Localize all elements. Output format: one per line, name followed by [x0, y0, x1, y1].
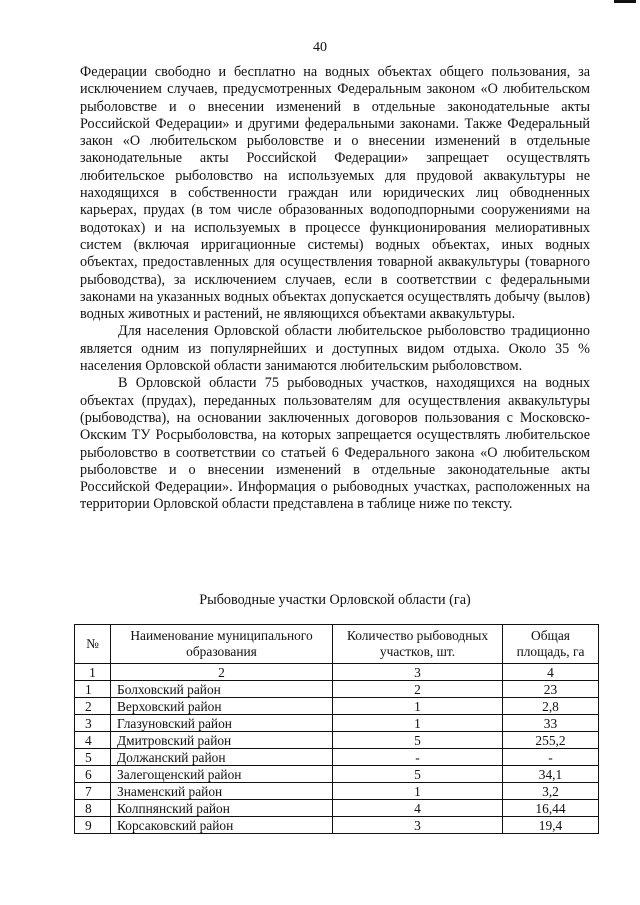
body-text — [80, 64, 590, 514]
table-row — [75, 698, 599, 715]
row-number: 5 — [75, 749, 111, 766]
paragraph-1: Федерации свободно и бесплатно на водных объектах общего пользования, за исключением случаев, предусмотренных Федеральным законом «О любительском рыболовстве и о внесении изменений в отдельные законодательные акты Российской Федерации» и другими федеральными законами. Также Федеральный закон «О любительском рыболовстве и о внесении изменений в отдельные законодательные акты Российской Федерации» запрещает осуществлять любительское рыболовство на используемых для прудовой аквакультуры не находящихся в собственности граждан или юридических лиц обводненных карьерах, прудах (в том числе образованных водоподпорными сооружениями на водотоках) и на используемых в процессе функционирования мелиоративных систем (включая ирригационные системы) водных объектах, иных водных объектах, предоставленных для осуществления товарной аквакультуры (товарного рыбоводства), за исключением случаев, если в соответствии с федеральными законами на указанных водных объектах допускается осуществлять добычу (вылов) водных животных и растений, не являющихся объектами аквакультуры. — [80, 64, 590, 323]
table-header-row — [75, 625, 599, 664]
row-plot-count: 1 — [333, 698, 503, 715]
row-district-name: Болховский район — [111, 681, 333, 698]
row-district-name: Глазуновский район — [111, 715, 333, 732]
header-count: Количество рыбоводных участков, шт. — [333, 625, 503, 664]
row-total-area: 255,2 — [503, 732, 599, 749]
row-number: 8 — [75, 800, 111, 817]
scan-corner-mark — [614, 0, 636, 3]
row-number: 1 — [75, 681, 111, 698]
page-number: 40 — [313, 40, 327, 55]
index-cell: 4 — [503, 664, 599, 681]
row-district-name: Залегощенский район — [111, 766, 333, 783]
fish-farming-areas-table — [74, 624, 599, 834]
table-row — [75, 749, 599, 766]
row-number: 3 — [75, 715, 111, 732]
row-district-name: Корсаковский район — [111, 817, 333, 834]
table-row — [75, 766, 599, 783]
row-plot-count: 1 — [333, 783, 503, 800]
row-plot-count: 3 — [333, 817, 503, 834]
row-plot-count: 2 — [333, 681, 503, 698]
row-plot-count: - — [333, 749, 503, 766]
index-cell: 2 — [111, 664, 333, 681]
header-name: Наименование муниципального образования — [111, 625, 333, 664]
row-district-name: Дмитровский район — [111, 732, 333, 749]
table-row — [75, 732, 599, 749]
table-row — [75, 681, 599, 698]
table-row — [75, 800, 599, 817]
header-num: № — [75, 625, 111, 664]
row-district-name: Знаменский район — [111, 783, 333, 800]
index-cell: 1 — [75, 664, 111, 681]
table-body — [75, 664, 599, 834]
table-index-row — [75, 664, 599, 681]
row-total-area: 16,44 — [503, 800, 599, 817]
row-total-area: 3,2 — [503, 783, 599, 800]
index-cell: 3 — [333, 664, 503, 681]
row-number: 4 — [75, 732, 111, 749]
header-area: Общая площадь, га — [503, 625, 599, 664]
row-district-name: Должанский район — [111, 749, 333, 766]
table-row — [75, 715, 599, 732]
row-district-name: Колпнянский район — [111, 800, 333, 817]
row-total-area: - — [503, 749, 599, 766]
row-district-name: Верховский район — [111, 698, 333, 715]
row-total-area: 19,4 — [503, 817, 599, 834]
row-number: 9 — [75, 817, 111, 834]
row-number: 6 — [75, 766, 111, 783]
row-total-area: 2,8 — [503, 698, 599, 715]
row-plot-count: 4 — [333, 800, 503, 817]
row-plot-count: 5 — [333, 766, 503, 783]
row-number: 7 — [75, 783, 111, 800]
row-total-area: 34,1 — [503, 766, 599, 783]
row-total-area: 23 — [503, 681, 599, 698]
table-row — [75, 817, 599, 834]
paragraph-2: Для населения Орловской области любительское рыболовство традиционно является одним из популярнейших и доступных видом отдыха. Около 35 % населения Орловской области занимаются любительским рыболовством. — [80, 323, 590, 375]
table-caption: Рыбоводные участки Орловской области (га) — [199, 592, 471, 608]
row-number: 2 — [75, 698, 111, 715]
row-plot-count: 5 — [333, 732, 503, 749]
row-total-area: 33 — [503, 715, 599, 732]
paragraph-3: В Орловской области 75 рыбоводных участков, находящихся на водных объектах (прудах), переданных пользователям для осуществления аквакультуры (рыбоводства), на основании заключенных договоров пользования с Московско-Окским ТУ Росрыболовства, на которых запрещается осуществлять любительское рыболовство в соответствии со статьей 6 Федерального закона «О любительском рыболовстве и о внесении изменений в отдельные законодательные акты Российской Федерации». Информация о рыбоводных участках, расположенных на территории Орловской области представлена в таблице ниже по тексту. — [80, 375, 590, 513]
row-plot-count: 1 — [333, 715, 503, 732]
table-row — [75, 783, 599, 800]
